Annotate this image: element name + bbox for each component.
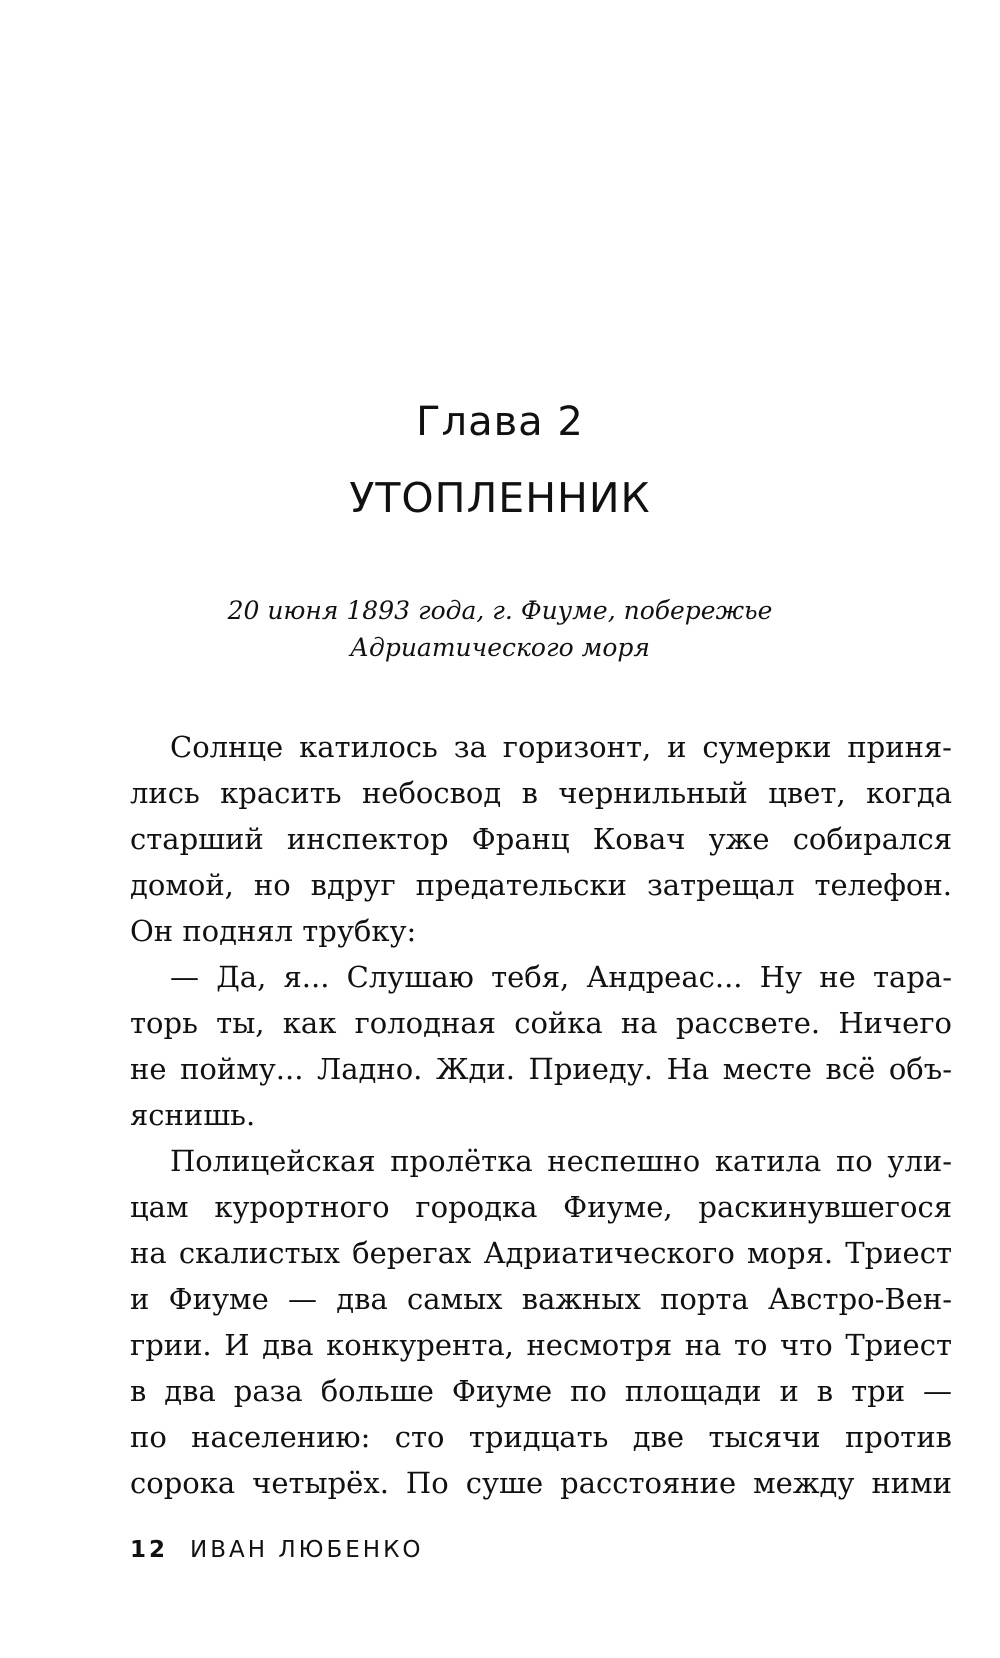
text-line: Полицейская пролётка неспешно катила по ули- — [170, 1144, 952, 1178]
text-line: и Фиуме — два самых важных порта Австро-Вен- — [130, 1282, 952, 1316]
page-footer — [130, 1535, 424, 1565]
text-line: Он поднял трубку: — [130, 914, 417, 948]
text-line: на скалистых берегах Адриатического моря. Триест — [130, 1236, 952, 1270]
text-line: старший инспектор Франц Ковач уже собирался — [130, 822, 952, 856]
text-line: Солнце катилось за горизонт, и сумерки приня- — [170, 730, 952, 764]
body-text — [130, 724, 952, 1506]
text-line: торь ты, как голодная сойка на рассвете. Ничего — [130, 1006, 952, 1040]
text-line: лись красить небосвод в чернильный цвет, когда — [130, 776, 952, 810]
text-line: яснишь. — [130, 1098, 256, 1132]
chapter-number: Глава 2 — [416, 399, 584, 445]
text-line: не пойму... Ладно. Жди. Приеду. На месте всё объ- — [130, 1052, 952, 1086]
epigraph-line: 20 июня 1893 года, г. Фиуме, побережье — [227, 596, 773, 625]
text-line: домой, но вдруг предательски затрещал телефон. — [130, 868, 952, 902]
text-line: — Да, я... Слушаю тебя, Андреас... Ну не тара- — [170, 960, 952, 994]
page-number: 12 — [130, 1537, 169, 1563]
text-line: цам курортного городка Фиуме, раскинувшегося — [130, 1190, 952, 1224]
epigraph — [0, 592, 1000, 666]
text-line: в два раза больше Фиуме по площади и в три — — [130, 1374, 952, 1408]
chapter-title: УТОПЛЕННИК — [349, 474, 651, 522]
running-head-author: ИВАН ЛЮБЕНКО — [190, 1537, 424, 1563]
text-line: грии. И два конкурента, несмотря на то что Триест — [130, 1328, 952, 1362]
text-line: сорока четырёх. По суше расстояние между ними — [130, 1466, 952, 1500]
text-line: по населению: сто тридцать две тысячи против — [130, 1420, 952, 1454]
epigraph-line: Адриатического моря — [350, 633, 650, 662]
